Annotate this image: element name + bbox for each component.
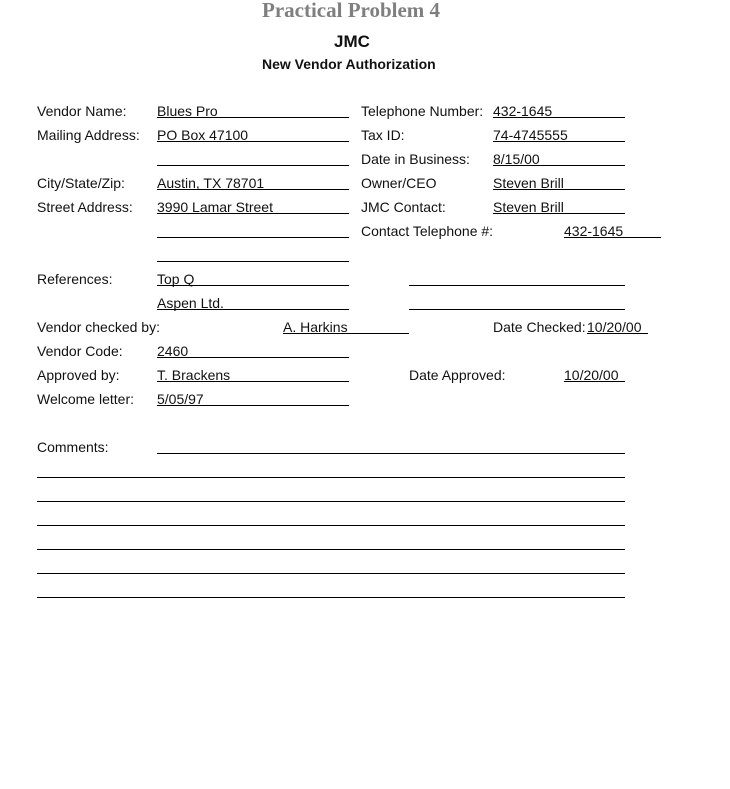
welcome-letter-value: 5/05/97 xyxy=(157,391,204,407)
comments-line-6 xyxy=(37,573,625,574)
reference-2-line xyxy=(157,309,349,310)
date-approved-line xyxy=(564,381,625,382)
owner-ceo-value: Steven Brill xyxy=(493,175,564,191)
city-state-zip-value: Austin, TX 78701 xyxy=(157,175,265,191)
date-in-business-label: Date in Business: xyxy=(361,151,470,167)
vendor-name-value: Blues Pro xyxy=(157,103,218,119)
telephone-number-label: Telephone Number: xyxy=(361,103,484,119)
date-checked-line xyxy=(587,333,648,334)
vendor-checked-by-value: A. Harkins xyxy=(283,319,348,335)
vendor-code-line xyxy=(157,357,349,358)
contact-telephone-label: Contact Telephone #: xyxy=(361,223,494,239)
form-subtitle: New Vendor Authorization xyxy=(262,56,436,72)
telephone-number-value: 432-1645 xyxy=(493,103,553,119)
contact-telephone-line xyxy=(564,237,661,238)
reference-1-value: Top Q xyxy=(157,271,195,287)
tax-id-value: 74-4745555 xyxy=(493,127,568,143)
comments-line-3 xyxy=(37,501,625,502)
date-approved-label: Date Approved: xyxy=(409,367,506,383)
street-address-line xyxy=(157,213,349,214)
mailing-address-line-2 xyxy=(157,165,349,166)
reference-4-line xyxy=(409,309,625,310)
street-address-line-2 xyxy=(157,237,349,238)
street-address-line-3 xyxy=(157,261,349,262)
reference-1-line xyxy=(157,285,349,286)
vendor-code-value: 2460 xyxy=(157,343,189,359)
comments-label: Comments: xyxy=(37,439,109,455)
city-state-zip-label: City/State/Zip: xyxy=(37,175,125,191)
jmc-contact-label: JMC Contact: xyxy=(361,199,446,215)
mailing-address-line xyxy=(157,141,349,142)
approved-by-line xyxy=(157,381,349,382)
references-label: References: xyxy=(37,271,113,287)
approved-by-value: T. Brackens xyxy=(157,367,231,383)
reference-3-line xyxy=(409,285,625,286)
vendor-name-line xyxy=(157,117,349,118)
mailing-address-label: Mailing Address: xyxy=(37,127,140,143)
comments-line-4 xyxy=(37,525,625,526)
tax-id-line xyxy=(493,141,625,142)
welcome-letter-line xyxy=(157,405,349,406)
date-approved-value: 10/20/00 xyxy=(564,367,619,383)
owner-ceo-label: Owner/CEO xyxy=(361,175,437,191)
street-address-value: 3990 Lamar Street xyxy=(157,199,273,215)
vendor-code-label: Vendor Code: xyxy=(37,343,123,359)
approved-by-label: Approved by: xyxy=(37,367,120,383)
tax-id-label: Tax ID: xyxy=(361,127,405,143)
comments-line-5 xyxy=(37,549,625,550)
jmc-contact-value: Steven Brill xyxy=(493,199,564,215)
date-in-business-line xyxy=(493,165,625,166)
comments-line-7 xyxy=(37,597,625,598)
street-address-label: Street Address: xyxy=(37,199,133,215)
jmc-contact-line xyxy=(493,213,625,214)
owner-ceo-line xyxy=(493,189,625,190)
vendor-checked-by-label: Vendor checked by: xyxy=(37,319,160,335)
telephone-number-line xyxy=(493,117,625,118)
date-checked-label: Date Checked: xyxy=(493,319,586,335)
comments-line-2 xyxy=(37,477,625,478)
mailing-address-value: PO Box 47100 xyxy=(157,127,249,143)
city-state-zip-line xyxy=(157,189,349,190)
welcome-letter-label: Welcome letter: xyxy=(37,391,134,407)
page-title: Practical Problem 4 xyxy=(262,0,441,22)
comments-line-1 xyxy=(157,453,625,454)
date-checked-value: 10/20/00 xyxy=(587,319,642,335)
reference-2-value: Aspen Ltd. xyxy=(157,295,224,311)
contact-telephone-value: 432-1645 xyxy=(564,223,624,239)
date-in-business-value: 8/15/00 xyxy=(493,151,540,167)
vendor-checked-by-line xyxy=(283,333,409,334)
vendor-name-label: Vendor Name: xyxy=(37,103,127,119)
company-name: JMC xyxy=(334,32,370,51)
